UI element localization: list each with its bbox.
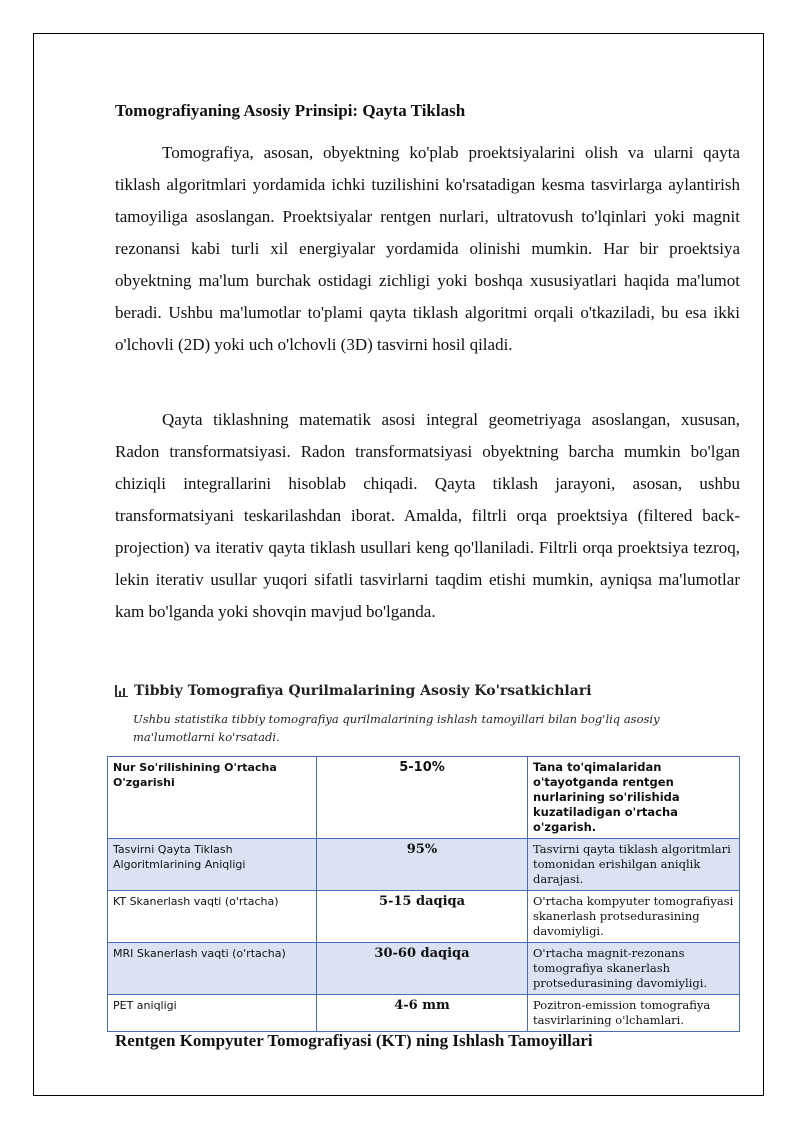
row-label: Nur So'rilishining O'rtacha O'zgarishi	[108, 757, 317, 839]
paragraph: Tomografiya, asosan, obyektning ko'plab proektsiyalarini olish va ularni qayta tiklash algoritmlari yordamida ichki tuzilishini ko'rsatadigan kesma tasvirlarga aylantirish tamoyiliga asoslangan. Proektsiyalar rentgen nurlari, ultratovush to'lqinlari yoki magnit rezonansi kabi turli xil energiyalar yordamida olinishi mumkin. Har bir proektsiya obyektning ma'lum burchak ostidagi zichligi yoki boshqa xususiyatlari haqida ma'lumot beradi. Ushbu ma'lumotlar to'plami qayta tiklash algoritmi orqali o'tkaziladi, bu esa ikki o'lchovli (2D) yoki uch o'lchovli (3D) tasvirni hosil qiladi.	[115, 143, 740, 354]
row-label: PET aniqligi	[108, 995, 317, 1032]
row-value: 95%	[317, 839, 528, 891]
row-value: 5-10%	[317, 757, 528, 839]
table-row	[108, 839, 740, 891]
row-label: MRI Skanerlash vaqti (o'rtacha)	[108, 943, 317, 995]
table-row	[108, 891, 740, 943]
stats-box-description: Ushbu statistika tibbiy tomografiya qurilmalarining ishlash tamoyillari bilan bog'liq asosiy ma'lumotlarni ko'rsatadi.	[133, 712, 660, 744]
row-label: KT Skanerlash vaqti (o'rtacha)	[108, 891, 317, 943]
row-note: O'rtacha kompyuter tomografiyasi skanerlash protsedurasining davomiyligi.	[528, 891, 740, 943]
stats-table	[107, 756, 740, 1032]
row-label: Tasvirni Qayta Tiklash Algoritmlarining Aniqligi	[108, 839, 317, 891]
table-row	[108, 757, 740, 839]
stats-box-title	[115, 683, 592, 699]
row-note: O'rtacha magnit-rezonans tomografiya skanerlash protsedurasining davomiyligi.	[528, 943, 740, 995]
row-value: 30-60 daqiqa	[317, 943, 528, 995]
paragraph: Qayta tiklashning matematik asosi integral geometriyaga asoslangan, xususan, Radon transformatsiyasi. Radon transformatsiyasi obyektning barcha mumkin bo'lgan chiziqli integrallarini hisoblab chiqadi. Qayta tiklash jarayoni, asosan, ushbu transformatsiyani teskarilashdan iborat. Amalda, filtrli orqa proektsiya (filtered back-projection) va iterativ qayta tiklash usullari keng qo'llaniladi. Filtrli orqa proektsiya tezroq, lekin iterativ usullar yuqori sifatli tasvirlarni taqdim etishi mumkin, ayniqsa ma'lumotlar kam bo'lganda yoki shovqin mavjud bo'lganda.	[115, 410, 740, 621]
stats-box-title-text: Tibbiy Tomografiya Qurilmalarining Asosiy Ko'rsatkichlari	[134, 683, 592, 699]
table-row	[108, 943, 740, 995]
row-value: 4-6 mm	[317, 995, 528, 1032]
row-note: Pozitron-emission tomografiya tasvirlarining o'lchamlari.	[528, 995, 740, 1032]
row-note: Tasvirni qayta tiklash algoritmlari tomonidan erishilgan aniqlik darajasi.	[528, 839, 740, 891]
table-row	[108, 995, 740, 1032]
bar-chart-icon	[115, 685, 128, 697]
row-note: Tana to'qimalaridan o'tayotganda rentgen nurlarining so'rilishida kuzatiladigan o'rtacha o'zgarish.	[528, 757, 740, 839]
section-heading: Tomografiyaning Asosiy Prinsipi: Qayta Tiklash	[115, 101, 466, 120]
section-heading: Rentgen Kompyuter Tomografiyasi (KT) ning Ishlash Tamoyillari	[115, 1031, 593, 1050]
row-value: 5-15 daqiqa	[317, 891, 528, 943]
